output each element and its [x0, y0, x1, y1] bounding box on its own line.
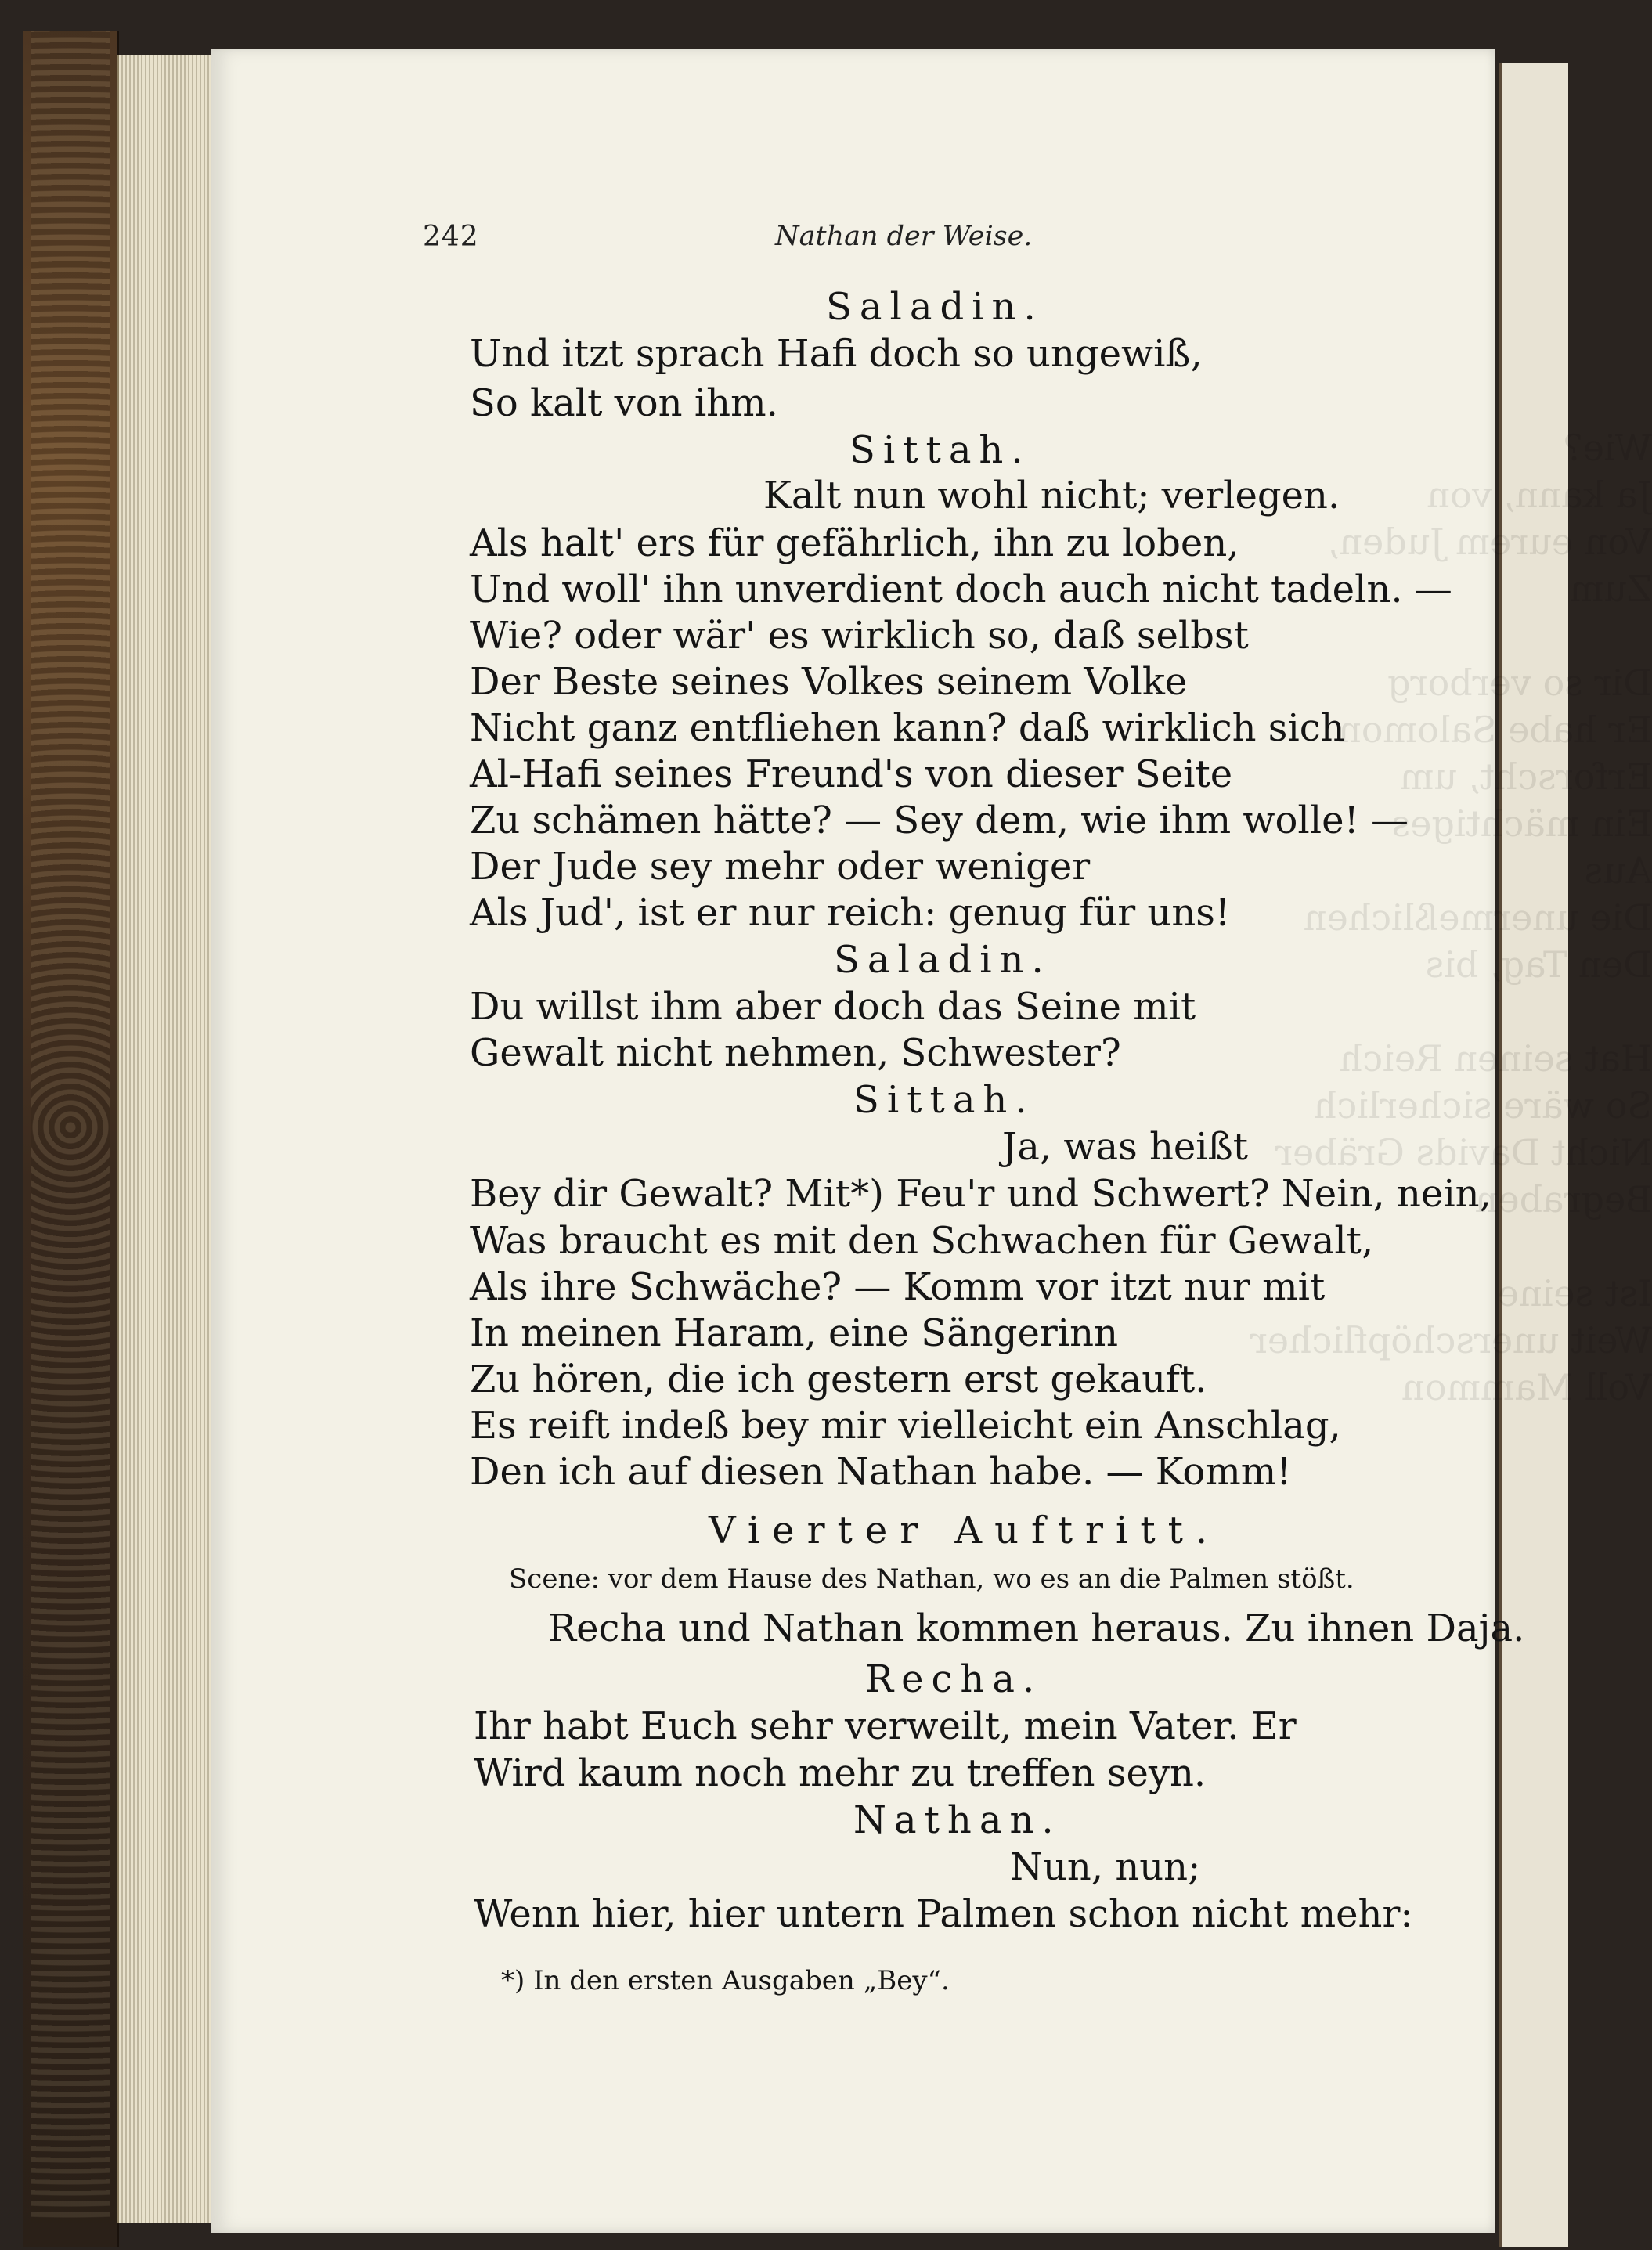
speaker-label: Recha.: [865, 1657, 1043, 1701]
stage-direction: Recha und Nathan kommen heraus. Zu ihnen Daja.: [548, 1606, 1525, 1650]
verse-line: Nun, nun;: [1010, 1845, 1201, 1889]
verse-line: Als ihre Schwäche? — Komm vor itzt nur mit: [470, 1265, 1326, 1309]
verse-line: Und woll' ihn unverdient doch auch nicht tadeln. —: [470, 568, 1452, 611]
verse-line: Al-Hafi seines Freund's von dieser Seite: [470, 752, 1233, 796]
scene-heading: Vierter Auftritt.: [709, 1509, 1221, 1552]
verse-line: Gewalt nicht nehmen, Schwester?: [470, 1031, 1121, 1075]
verse-line: Zu schämen hätte? — Sey dem, wie ihm wolle! —: [470, 799, 1409, 842]
speaker-label: Saladin.: [826, 285, 1044, 329]
verse-line: Den ich auf diesen Nathan habe. — Komm!: [470, 1450, 1292, 1494]
verse-line: Kalt nun wohl nicht; verlegen.: [763, 474, 1340, 517]
verse-line: Ja, was heißt: [1002, 1125, 1248, 1169]
verse-line: Zu hören, die ich gestern erst gekauft.: [470, 1358, 1207, 1401]
verse-line: Was braucht es mit den Schwachen für Gewalt,: [470, 1219, 1374, 1263]
stage-direction: Scene: vor dem Hause des Nathan, wo es an die Palmen stößt.: [509, 1563, 1354, 1595]
verse-line: Als Jud', ist er nur reich: genug für uns!: [470, 891, 1231, 935]
verse-line: Wenn hier, hier untern Palmen schon nicht mehr:: [474, 1892, 1413, 1936]
page-number: 242: [423, 221, 479, 253]
verse-line: Bey dir Gewalt? Mit*) Feu'r und Schwert? Nein, nein,: [470, 1172, 1491, 1216]
verse-line: Und itzt sprach Hafi doch so ungewiß,: [470, 332, 1203, 376]
page-edges: [117, 55, 213, 2223]
verse-line: Der Beste seines Volkes seinem Volke: [470, 660, 1188, 704]
verse-line: Ihr habt Euch sehr verweilt, mein Vater. Er: [474, 1704, 1297, 1748]
verse-line: So kalt von ihm.: [470, 381, 778, 425]
verse-line: Als halt' ers für gefährlich, ihn zu loben,: [470, 521, 1239, 565]
show-through-text: Wie? Ja kann, von Von eurem Juden, Zum Dir so verborg Er habe Salomon Erforscht, um Ein mächtiges Aus Die unermeßlichen Den Tag, bis Hat seinen Reich So wäre sicherlich Nicht Davids Gräber Begraben Ist seine Weit unerschöpflicher Voll Mammon: [1250, 427, 1652, 1408]
speaker-label: Nathan.: [853, 1798, 1062, 1842]
speaker-label: Sittah.: [849, 428, 1031, 472]
verse-line: Du willst ihm aber doch das Seine mit: [470, 985, 1196, 1029]
marbled-pattern: [31, 31, 110, 2223]
verse-line: Nicht ganz entfliehen kann? daß wirklich sich: [470, 706, 1345, 750]
verse-line: Wie? oder wär' es wirklich so, daß selbst: [470, 614, 1249, 658]
speaker-label: Saladin.: [834, 938, 1051, 982]
speaker-label: Sittah.: [853, 1078, 1035, 1122]
verse-line: Der Jude sey mehr oder weniger: [470, 845, 1091, 889]
running-title: Nathan der Weise.: [775, 221, 1033, 252]
verse-line: In meinen Haram, eine Sängerinn: [470, 1311, 1118, 1355]
verse-line: Es reift indeß bey mir vielleicht ein Anschlag,: [470, 1404, 1341, 1448]
verse-line: Wird kaum noch mehr zu treffen seyn.: [474, 1751, 1207, 1795]
footnote: *) In den ersten Ausgaben „Bey“.: [501, 1965, 950, 1996]
